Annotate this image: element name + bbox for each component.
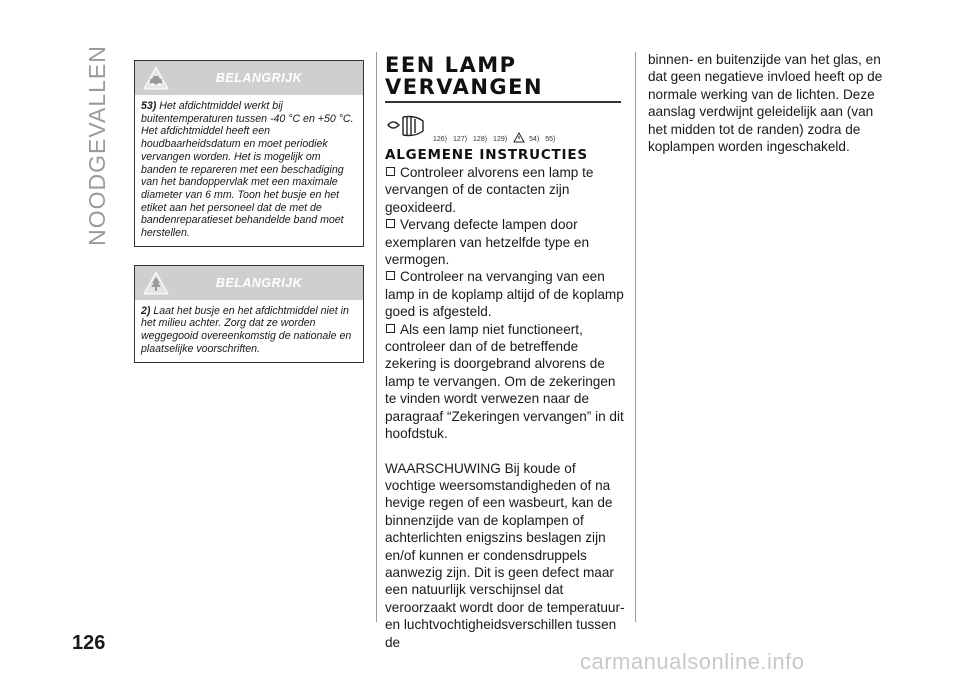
square-bullet-icon bbox=[386, 324, 395, 333]
column-divider bbox=[635, 52, 636, 622]
warning-paragraph: WAARSCHUWING Bij koude of vochtige weersomstandigheden of na hevige regen of een wasbeurt, kan de binnenzijde van de koplampen of achterlichten enigszins beslagen zijn en/of kunnen er condensdruppels aanwezig zijn. Dit is geen defect maar een natuurlijk verschijnsel dat veroorzaakt wordt door de temperatuur- en luchtvochtigheidsverschillen tussen de bbox=[385, 460, 625, 650]
list-item: Als een lamp niet functioneert, controleer dan of de betreffende zekering is doorgebrand alvorens de lamp te vervangen. Om de zekeringen te vinden wordt verwezen naar de paragraaf “Zekeringen vervangen” in dit hoofdstuk. bbox=[385, 321, 624, 442]
warning-triangle-icon bbox=[513, 132, 525, 143]
list-item: Controleer na vervanging van een lamp in de koplamp altijd of de koplamp goed is afgesteld. bbox=[385, 269, 624, 320]
instruction-list bbox=[385, 164, 625, 651]
page-number: 126 bbox=[72, 632, 106, 654]
warnings-column bbox=[134, 60, 364, 363]
list-item: Controleer alvorens een lamp te vervangen of de contacten zijn geoxideerd. bbox=[385, 165, 594, 215]
warning-text bbox=[135, 300, 363, 362]
square-bullet-icon bbox=[386, 167, 395, 176]
chapter-title: NOODGEVALLEN bbox=[83, 44, 110, 246]
section-subtitle: ALGEMENE INSTRUCTIES bbox=[385, 147, 588, 163]
column-divider bbox=[376, 52, 377, 622]
continuation-text: binnen- en buitenzijde van het glas, en dat geen negatieve invloed heeft op de normale werking van de lichten. Deze aanslag verdwijnt geleidelijk aan (van het midden tot de randen) zodra de koplampen worden ingeschakeld. bbox=[648, 52, 883, 155]
square-bullet-icon bbox=[386, 271, 395, 280]
reference-line: 126) 127) 128) 129) 54) 55) bbox=[385, 109, 625, 143]
lamp-icon bbox=[385, 113, 429, 143]
list-item: Vervang defecte lampen door exemplaren van hetzelfde type en vermogen. bbox=[385, 217, 590, 268]
lamp-section bbox=[385, 54, 625, 651]
warning-header bbox=[135, 61, 363, 95]
warning-body: Laat het busje en het afdichtmiddel niet in het milieu achter. Zorg dat ze worden weggegooid overeenkomstig de nationale en plaatselijke voorschriften. bbox=[141, 304, 352, 355]
watermark: carmanualsonline.info bbox=[580, 649, 805, 674]
warning-box-1 bbox=[134, 60, 364, 247]
warning-body: Het afdichtmiddel werkt bij buitentemperaturen tussen -40 °C en +50 °C. Het afdichtmiddel heeft een houdbaarheidsdatum en moet periodiek vervangen worden. Het is mogelijk om banden te repareren met een beschadiging van het bandoppervlak met een maximale diameter van 6 mm. Toon het busje en het etiket aan het personeel dat de met de bandenreparatieset behandelde band moet herstellen. bbox=[141, 100, 354, 240]
tree-environment-icon bbox=[143, 271, 169, 295]
section-title: EEN LAMP VERVANGEN bbox=[385, 53, 544, 99]
warning-title: BELANGRIJK bbox=[215, 275, 303, 290]
square-bullet-icon bbox=[386, 219, 395, 228]
car-warning-icon bbox=[143, 66, 169, 90]
warning-text bbox=[135, 95, 363, 246]
warning-ref: 53) bbox=[141, 100, 157, 112]
warning-title: BELANGRIJK bbox=[215, 71, 303, 85]
warning-ref: 2) bbox=[141, 304, 151, 317]
warning-header bbox=[135, 266, 363, 300]
warning-box-2 bbox=[134, 265, 364, 363]
title-rule bbox=[385, 101, 621, 103]
